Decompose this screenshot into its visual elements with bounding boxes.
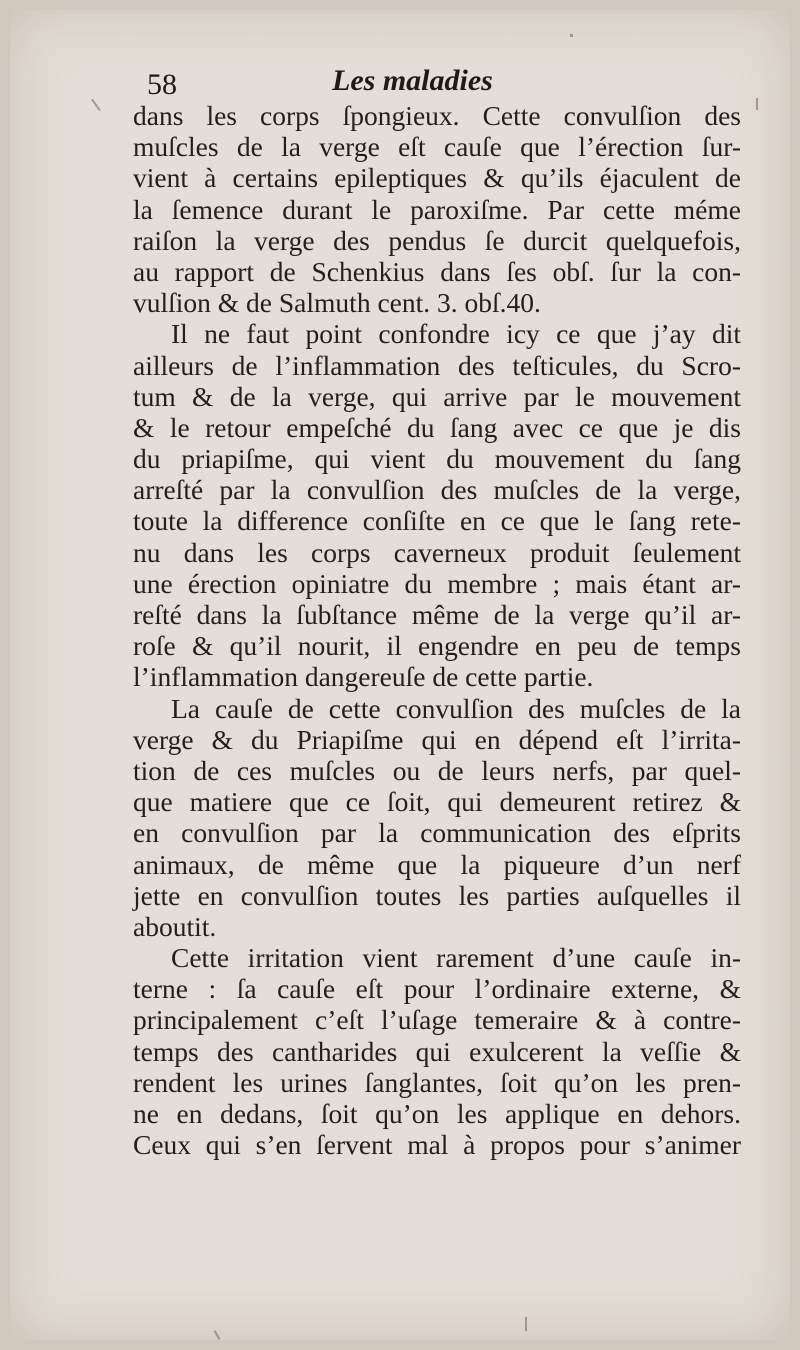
text-line: muſcles de la verge eſt cauſe que l’érection ſur- bbox=[133, 131, 741, 163]
paragraph bbox=[133, 942, 741, 1160]
text-line: vient à certains epileptiques & qu’ils éjaculent de bbox=[133, 162, 741, 194]
paper-speck bbox=[91, 99, 101, 112]
page-header bbox=[135, 58, 735, 101]
text-line: jette en convulſion toutes les parties auſquelles il bbox=[133, 879, 741, 911]
text-line: au rapport de Schenkius dans ſes obſ. ſur la con- bbox=[133, 255, 741, 287]
text-line: terne : ſa cauſe eſt pour l’ordinaire externe, & bbox=[133, 973, 741, 1005]
text-line: l’inflammation dangereuſe de cette partie. bbox=[133, 661, 594, 693]
text-line: nu dans les corps caverneux produit ſeulement bbox=[133, 536, 741, 568]
text-line: du priapiſme, qui vient du mouvement du ſang bbox=[133, 443, 741, 475]
text-line: arreſté par la convulſion des muſcles de la verge, bbox=[133, 474, 741, 506]
text-line: & le retour empeſché du ſang avec ce que je dis bbox=[133, 411, 741, 443]
paper-speck bbox=[525, 1317, 527, 1331]
text-line: aboutit. bbox=[133, 910, 217, 942]
paper-speck bbox=[570, 34, 573, 37]
text-line: la ſemence durant le paroxiſme. Par cette méme bbox=[133, 193, 741, 225]
text-line: verge & du Priapiſme qui en dépend eſt l’irrita- bbox=[133, 723, 741, 755]
text-line: roſe & qu’il nourit, il engendre en peu de temps bbox=[133, 630, 741, 662]
paragraph bbox=[133, 693, 741, 943]
text-line: Cette irritation vient rarement d’une cauſe in- bbox=[171, 942, 741, 974]
text-line: animaux, de même que la piqueure d’un nerf bbox=[133, 848, 741, 880]
running-title: Les maladies bbox=[332, 64, 493, 97]
text-line: principalement c’eſt l’uſage temeraire & à contre- bbox=[133, 1004, 741, 1036]
text-line: ne en dedans, ſoit qu’on les applique en dehors. bbox=[133, 1098, 741, 1129]
paragraph bbox=[133, 318, 741, 692]
text-line: toute la difference conſiſte en ce que le ſang rete- bbox=[133, 505, 741, 537]
text-line: vulſion & de Salmuth cent. 3. obſ.40. bbox=[133, 287, 541, 319]
body-text bbox=[133, 100, 741, 1160]
text-line: tum & de la verge, qui arrive par le mouvement bbox=[133, 380, 741, 412]
text-line: en convulſion par la communication des eſprits bbox=[133, 817, 741, 849]
text-line: raiſon la verge des pendus ſe durcit quelquefois, bbox=[133, 224, 741, 256]
text-line: reſté dans la ſubſtance même de la verge qu’il ar- bbox=[133, 599, 741, 630]
text-line: ailleurs de l’inflammation des teſticules, du Scro- bbox=[133, 349, 741, 381]
paragraph bbox=[133, 100, 741, 318]
text-line: La cauſe de cette convulſion des muſcles de la bbox=[171, 692, 741, 724]
text-line: temps des cantharides qui exulcerent la veſſie & bbox=[133, 1035, 741, 1067]
text-line: dans les corps ſpongieux. Cette convulſion des bbox=[133, 100, 741, 131]
text-line: Il ne faut point confondre icy ce que j’ay dit bbox=[171, 318, 741, 350]
text-line: que matiere que ce ſoit, qui demeurent retirez & bbox=[133, 786, 741, 818]
paper-speck bbox=[756, 98, 758, 110]
paper-speck bbox=[214, 1330, 221, 1340]
text-line: tion de ces muſcles ou de leurs nerfs, par quel- bbox=[133, 754, 741, 786]
page-number: 58 bbox=[147, 68, 177, 101]
text-line: Ceux qui s’en ſervent mal à propos pour s’animer bbox=[133, 1129, 741, 1161]
text-line: rendent les urines ſanglantes, ſoit qu’on les pren- bbox=[133, 1066, 741, 1098]
text-line: une érection opiniatre du membre ; mais étant ar- bbox=[133, 567, 741, 599]
